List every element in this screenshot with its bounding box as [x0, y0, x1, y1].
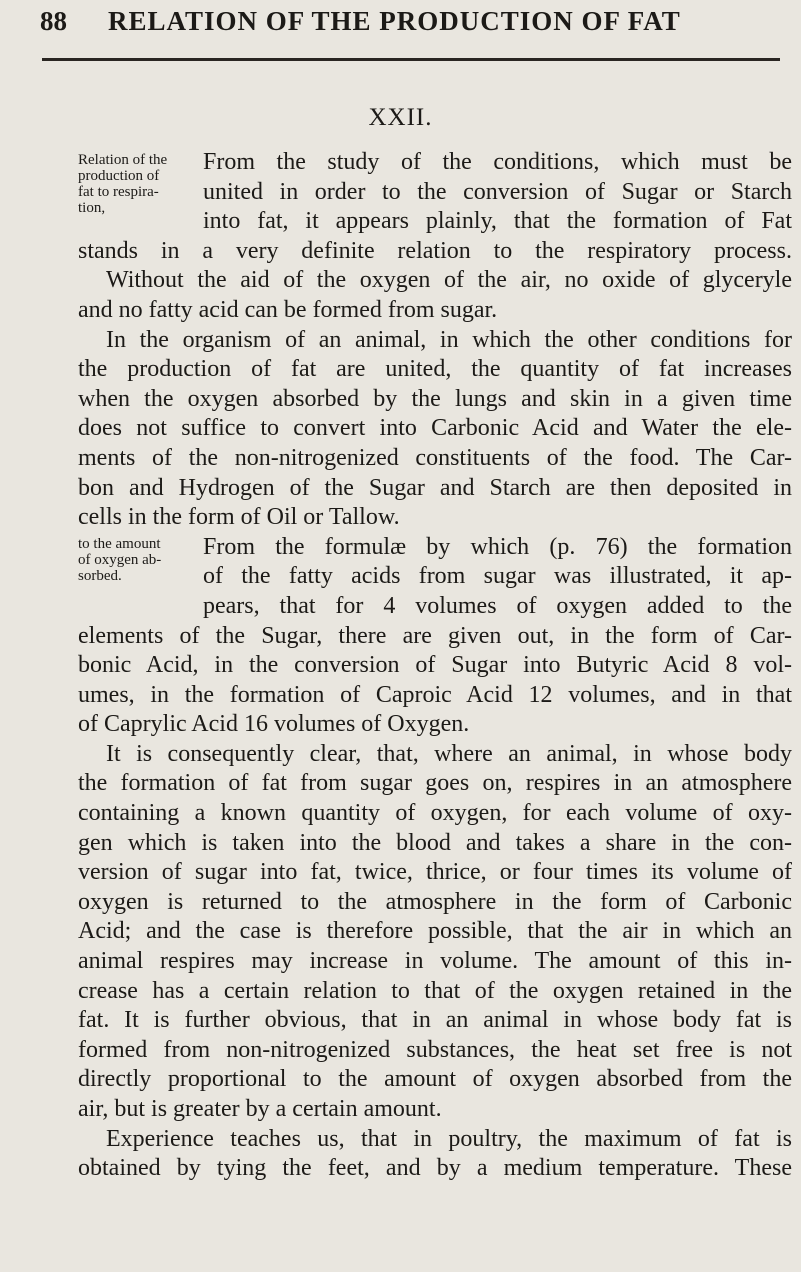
sidenote-line: tion, [78, 200, 106, 216]
text-line: From the formulæ by which (p. 76) the formation [203, 533, 792, 560]
text-line: animal respires may increase in volume. The amount of this in- [78, 948, 792, 975]
text-line: From the study of the conditions, which must be [203, 149, 792, 175]
text-line: obtained by tying the feet, and by a medium temperature. These [78, 1155, 792, 1182]
text-line: stands in a very definite relation to the respiratory process. [78, 237, 792, 264]
text-line: It is consequently clear, that, where an animal, in whose body [106, 740, 792, 767]
text-line: united in order to the conversion of Sugar or Starch [203, 178, 792, 205]
text-line: oxygen is returned to the atmosphere in the form of Carbonic [78, 888, 792, 915]
text-line: Experience teaches us, that in poultry, the maximum of fat is [106, 1125, 792, 1152]
text-line: does not suffice to convert into Carbonic Acid and Water the ele- [78, 415, 792, 442]
text-line: crease has a certain relation to that of the oxygen retained in the [78, 977, 792, 1004]
text-line: and no fatty acid can be formed from sugar. [78, 296, 498, 323]
text-line: the production of fat are united, the quantity of fat increases [78, 356, 792, 383]
text-line: formed from non-nitrogenized substances, the heat set free is not [78, 1036, 792, 1063]
text-line: air, but is greater by a certain amount. [78, 1096, 442, 1122]
text-line: Without the aid of the oxygen of the air, no oxide of glyceryle [106, 267, 792, 294]
text-line: ments of the non-nitrogenized constituents of the food. The Car- [78, 444, 792, 471]
sidenote-line: fat to respira- [78, 184, 159, 200]
text-line: pears, that for 4 volumes of oxygen added to the [203, 592, 792, 619]
text-line: when the oxygen absorbed by the lungs and skin in a given time [78, 385, 792, 412]
text-line: Acid; and the case is therefore possible, that the air in which an [78, 918, 792, 945]
text-line: cells in the form of Oil or Tallow. [78, 504, 400, 531]
text-line: containing a known quantity of oxygen, for each volume of oxy- [78, 800, 792, 827]
sidenote-line: sorbed. [78, 568, 122, 584]
text-line: fat. It is further obvious, that in an animal in whose body fat is [78, 1007, 792, 1034]
sidenote-line: production of [78, 168, 160, 184]
text-line: into fat, it appears plainly, that the formation of Fat [203, 208, 792, 235]
body-text [78, 148, 792, 1184]
text-line: bonic Acid, in the conversion of Sugar into Butyric Acid 8 vol- [78, 652, 792, 679]
header-rule [42, 58, 780, 61]
text-line: bon and Hydrogen of the Sugar and Starch are then deposited in [78, 474, 792, 501]
text-line: directly proportional to the amount of oxygen absorbed from the [78, 1066, 792, 1093]
running-title: RELATION OF THE PRODUCTION OF FAT [108, 6, 681, 36]
page-header [40, 6, 780, 56]
text-line: the formation of fat from sugar goes on, respires in an atmosphere [78, 770, 792, 797]
text-line: of the fatty acids from sugar was illustrated, it ap- [203, 563, 792, 590]
text-line: of Caprylic Acid 16 volumes of Oxygen. [78, 711, 470, 738]
text-line: gen which is taken into the blood and takes a share in the con- [78, 829, 792, 856]
text-line: umes, in the formation of Caproic Acid 12 volumes, and in that [78, 681, 792, 708]
page-number: 88 [40, 6, 67, 36]
text-line: version of sugar into fat, twice, thrice, or four times its volume of [78, 859, 792, 886]
text-line: In the organism of an animal, in which the other conditions for [106, 326, 792, 353]
sidenote-line: of oxygen ab- [78, 552, 162, 568]
sidenote-line: to the amount [78, 536, 161, 552]
sidenote-line: Relation of the [78, 152, 168, 168]
section-number: XXII. [368, 104, 433, 131]
text-line: elements of the Sugar, there are given out, in the form of Car- [78, 622, 792, 649]
